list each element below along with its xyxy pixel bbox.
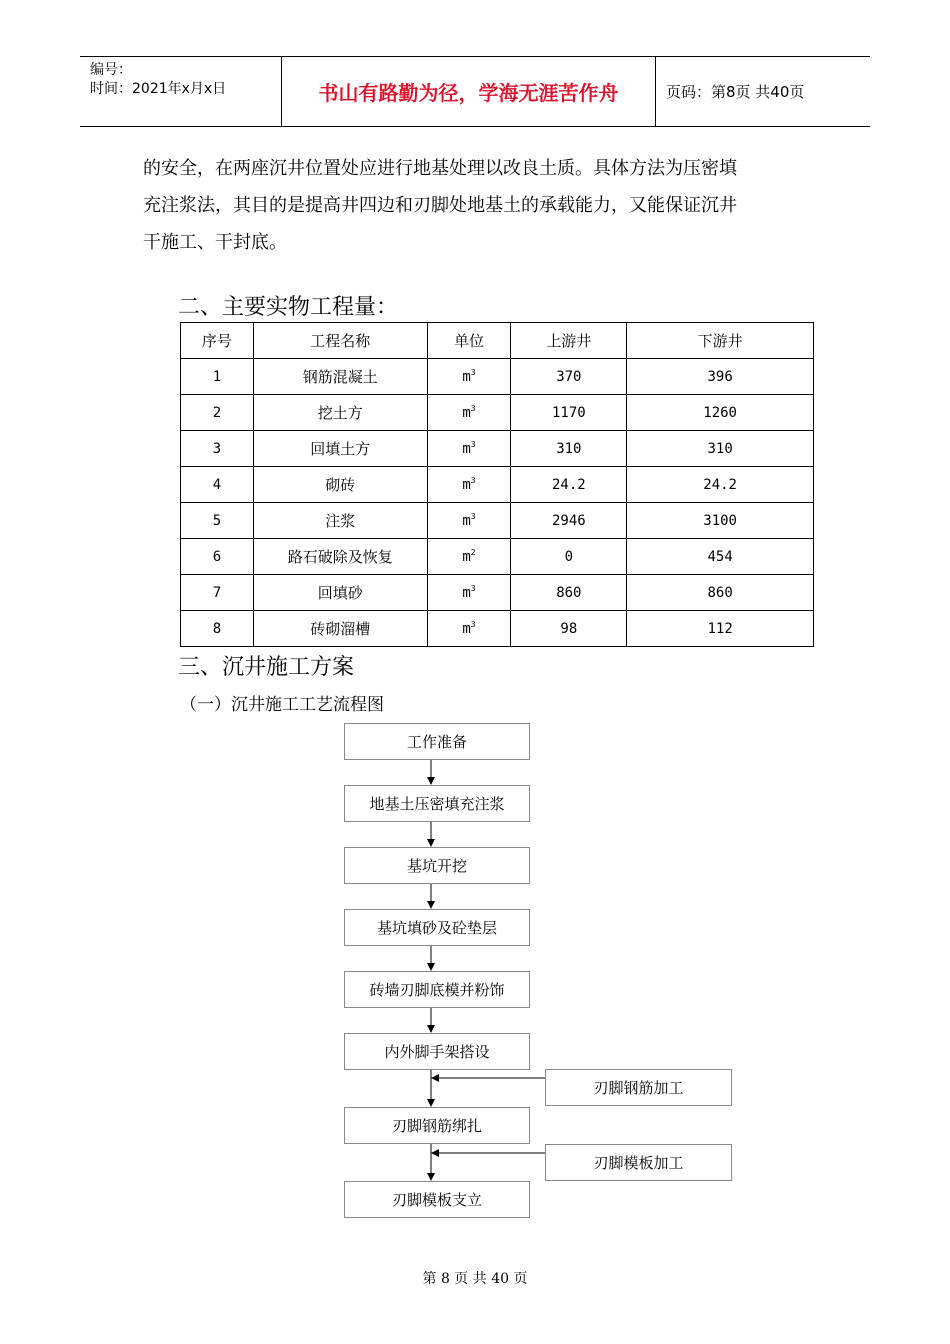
paragraph-line: 干施工、干封底。: [143, 232, 287, 253]
flow-step-box: 基坑填砂及砼垫层: [344, 909, 530, 946]
unit: m: [462, 369, 471, 385]
section-3-title: 三、沉井施工方案: [178, 655, 355, 680]
row-number: 5: [181, 503, 254, 539]
downstream-value: 860: [627, 575, 814, 611]
section-2-title: 二、主要实物工程量：: [178, 295, 399, 320]
unit-exponent: 3: [470, 368, 476, 377]
table-header-cell: 上游井: [511, 323, 627, 359]
unit-exponent: 3: [470, 584, 476, 593]
table-header-cell: 工程名称: [253, 323, 427, 359]
row-number: 2: [181, 395, 254, 431]
flow-step-box: 刃脚模板支立: [344, 1181, 530, 1218]
subsection-title: （一）沉井施工工艺流程图: [180, 695, 384, 715]
table-header-cell: 单位: [427, 323, 511, 359]
unit-exponent: 3: [470, 512, 476, 521]
table-header-cell: 序号: [181, 323, 254, 359]
unit-exponent: 3: [470, 476, 476, 485]
unit: m: [462, 549, 471, 565]
row-number: 6: [181, 539, 254, 575]
paragraph-line: 的安全，在两座沉井位置处应进行地基处理以改良土质。具体方法为压密填: [143, 158, 737, 179]
row-number: 7: [181, 575, 254, 611]
upstream-value: 310: [511, 431, 627, 467]
downstream-value: 396: [627, 359, 814, 395]
unit: m: [462, 621, 471, 637]
flow-step-box: 基坑开挖: [344, 847, 530, 884]
row-number: 1: [181, 359, 254, 395]
unit: m: [462, 477, 471, 493]
row-number: 3: [181, 431, 254, 467]
flow-step-box: 内外脚手架搭设: [344, 1033, 530, 1070]
flow-step-box: 砖墙刃脚底模并粉饰: [344, 971, 530, 1008]
number-label: 编号：: [90, 62, 132, 78]
paragraph-line: 充注浆法，其目的是提高井四边和刃脚处地基土的承载能力，又能保证沉井: [143, 195, 737, 216]
unit-exponent: 3: [470, 404, 476, 413]
downstream-value: 454: [627, 539, 814, 575]
upstream-value: 860: [511, 575, 627, 611]
item-name: 注浆: [253, 503, 427, 539]
unit: m: [462, 513, 471, 529]
upstream-value: 0: [511, 539, 627, 575]
item-name: 砌砖: [253, 467, 427, 503]
unit-exponent: 3: [470, 620, 476, 629]
item-name: 回填砂: [253, 575, 427, 611]
upstream-value: 2946: [511, 503, 627, 539]
downstream-value: 24.2: [627, 467, 814, 503]
unit: m: [462, 585, 471, 601]
unit: m: [462, 405, 471, 421]
flow-side-box: 刃脚钢筋加工: [545, 1069, 732, 1106]
row-number: 8: [181, 611, 254, 647]
flow-step-box: 工作准备: [344, 723, 530, 760]
downstream-value: 310: [627, 431, 814, 467]
flow-step-box: 刃脚钢筋绑扎: [344, 1107, 530, 1144]
upstream-value: 1170: [511, 395, 627, 431]
unit: m: [462, 441, 471, 457]
item-name: 砖砌溜槽: [253, 611, 427, 647]
header-motto: 书山有路勤为径，学海无涯苦作舟: [282, 57, 656, 126]
upstream-value: 24.2: [511, 467, 627, 503]
downstream-value: 112: [627, 611, 814, 647]
item-name: 回填土方: [253, 431, 427, 467]
flow-side-box: 刃脚模板加工: [545, 1144, 732, 1181]
upstream-value: 370: [511, 359, 627, 395]
downstream-value: 1260: [627, 395, 814, 431]
flow-step-box: 地基土压密填充注浆: [344, 785, 530, 822]
upstream-value: 98: [511, 611, 627, 647]
unit-exponent: 2: [470, 548, 476, 557]
page-footer: 第 8 页 共 40 页: [422, 1271, 528, 1287]
item-name: 路石破除及恢复: [253, 539, 427, 575]
header-page-info: 页码：第8页 共40页: [666, 83, 805, 101]
unit-exponent: 3: [470, 440, 476, 449]
item-name: 钢筋混凝土: [253, 359, 427, 395]
downstream-value: 3100: [627, 503, 814, 539]
item-name: 挖土方: [253, 395, 427, 431]
time-label: 时间：2021年x月x日: [90, 81, 227, 97]
row-number: 4: [181, 467, 254, 503]
table-header-cell: 下游井: [627, 323, 814, 359]
